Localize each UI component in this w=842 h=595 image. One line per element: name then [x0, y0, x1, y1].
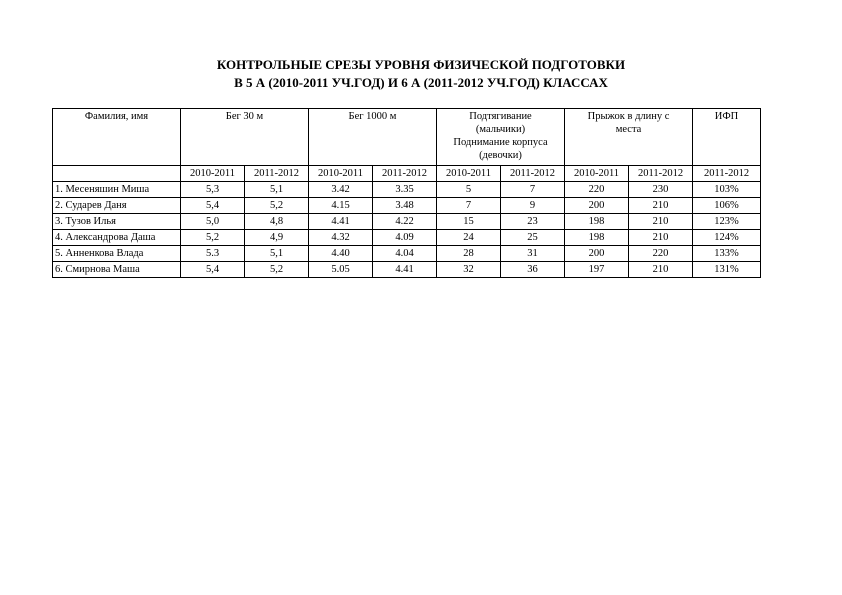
jump-2010: 200 [565, 246, 629, 262]
year-cell: 2010-2011 [565, 166, 629, 182]
ifp-value: 133% [693, 246, 761, 262]
pullups-2011: 25 [501, 230, 565, 246]
jump-2011: 210 [629, 230, 693, 246]
student-name: 1. Месеняшин Миша [53, 182, 181, 198]
years-empty-cell [53, 166, 181, 182]
run30-2010: 5,3 [181, 182, 245, 198]
header-jump [565, 109, 693, 166]
pullups-2010: 32 [437, 262, 501, 278]
jump-2010: 198 [565, 214, 629, 230]
run30-2011: 4,9 [245, 230, 309, 246]
student-name: 6. Смирнова Маша [53, 262, 181, 278]
run1000-2011: 4.04 [373, 246, 437, 262]
pullups-2011: 7 [501, 182, 565, 198]
ifp-value: 106% [693, 198, 761, 214]
year-cell: 2011-2012 [693, 166, 761, 182]
header-run30: Бег 30 м [181, 109, 309, 166]
year-cell: 2011-2012 [629, 166, 693, 182]
year-cell: 2010-2011 [181, 166, 245, 182]
run1000-2011: 4.22 [373, 214, 437, 230]
run1000-2010: 4.32 [309, 230, 373, 246]
pullups-2011: 31 [501, 246, 565, 262]
jump-2011: 210 [629, 198, 693, 214]
header-pullups-line-1: Подтягивание [469, 111, 532, 122]
table-row [53, 214, 761, 230]
student-name: 4. Александрова Даша [53, 230, 181, 246]
header-pullups-line-4: (девочки) [479, 150, 522, 161]
jump-2011: 210 [629, 262, 693, 278]
run1000-2011: 4.41 [373, 262, 437, 278]
run30-2011: 5,2 [245, 198, 309, 214]
run30-2011: 5,1 [245, 182, 309, 198]
pullups-2011: 36 [501, 262, 565, 278]
run30-2011: 4,8 [245, 214, 309, 230]
table-row [53, 262, 761, 278]
run1000-2011: 4.09 [373, 230, 437, 246]
run1000-2010: 5.05 [309, 262, 373, 278]
year-cell: 2011-2012 [373, 166, 437, 182]
header-ifp: ИФП [693, 109, 761, 166]
run1000-2011: 3.35 [373, 182, 437, 198]
pullups-2010: 7 [437, 198, 501, 214]
student-name: 3. Тузов Илья [53, 214, 181, 230]
pullups-2011: 9 [501, 198, 565, 214]
jump-2010: 220 [565, 182, 629, 198]
jump-2011: 230 [629, 182, 693, 198]
title-line-2: В 5 А (2010-2011 УЧ.ГОД) И 6 А (2011-2012 УЧ.ГОД) КЛАССАХ [234, 75, 608, 90]
pullups-2010: 28 [437, 246, 501, 262]
ifp-value: 103% [693, 182, 761, 198]
run30-2011: 5,1 [245, 246, 309, 262]
header-pullups [437, 109, 565, 166]
results-table [52, 108, 761, 278]
year-cell: 2010-2011 [437, 166, 501, 182]
title-line-1: КОНТРОЛЬНЫЕ СРЕЗЫ УРОВНЯ ФИЗИЧЕСКОЙ ПОДГОТОВКИ [216, 57, 626, 72]
header-jump-line-1: Прыжок в длину с [587, 111, 670, 122]
jump-2010: 197 [565, 262, 629, 278]
jump-2011: 220 [629, 246, 693, 262]
student-name: 5. Анненкова Влада [53, 246, 181, 262]
student-name: 2. Сударев Даня [53, 198, 181, 214]
header-name: Фамилия, имя [53, 109, 181, 166]
header-run1000: Бег 1000 м [309, 109, 437, 166]
run30-2010: 5,4 [181, 198, 245, 214]
table-row [53, 230, 761, 246]
pullups-2010: 24 [437, 230, 501, 246]
year-cell: 2011-2012 [501, 166, 565, 182]
table-row [53, 246, 761, 262]
table-row [53, 198, 761, 214]
header-row [53, 109, 761, 166]
pullups-2010: 15 [437, 214, 501, 230]
header-pullups-line-3: Поднимание корпуса [453, 137, 548, 148]
year-cell: 2011-2012 [245, 166, 309, 182]
header-pullups-line-2: (мальчики) [475, 124, 526, 135]
pullups-2011: 23 [501, 214, 565, 230]
run1000-2010: 4.41 [309, 214, 373, 230]
run1000-2010: 3.42 [309, 182, 373, 198]
run1000-2010: 4.40 [309, 246, 373, 262]
run30-2010: 5.3 [181, 246, 245, 262]
ifp-value: 123% [693, 214, 761, 230]
year-cell: 2010-2011 [309, 166, 373, 182]
ifp-value: 124% [693, 230, 761, 246]
page-title [0, 56, 842, 92]
run30-2011: 5,2 [245, 262, 309, 278]
jump-2010: 198 [565, 230, 629, 246]
run30-2010: 5,4 [181, 262, 245, 278]
table-row [53, 182, 761, 198]
run30-2010: 5,0 [181, 214, 245, 230]
pullups-2010: 5 [437, 182, 501, 198]
ifp-value: 131% [693, 262, 761, 278]
years-row [53, 166, 761, 182]
jump-2011: 210 [629, 214, 693, 230]
run30-2010: 5,2 [181, 230, 245, 246]
jump-2010: 200 [565, 198, 629, 214]
header-jump-line-2: места [615, 124, 642, 135]
run1000-2011: 3.48 [373, 198, 437, 214]
run1000-2010: 4.15 [309, 198, 373, 214]
